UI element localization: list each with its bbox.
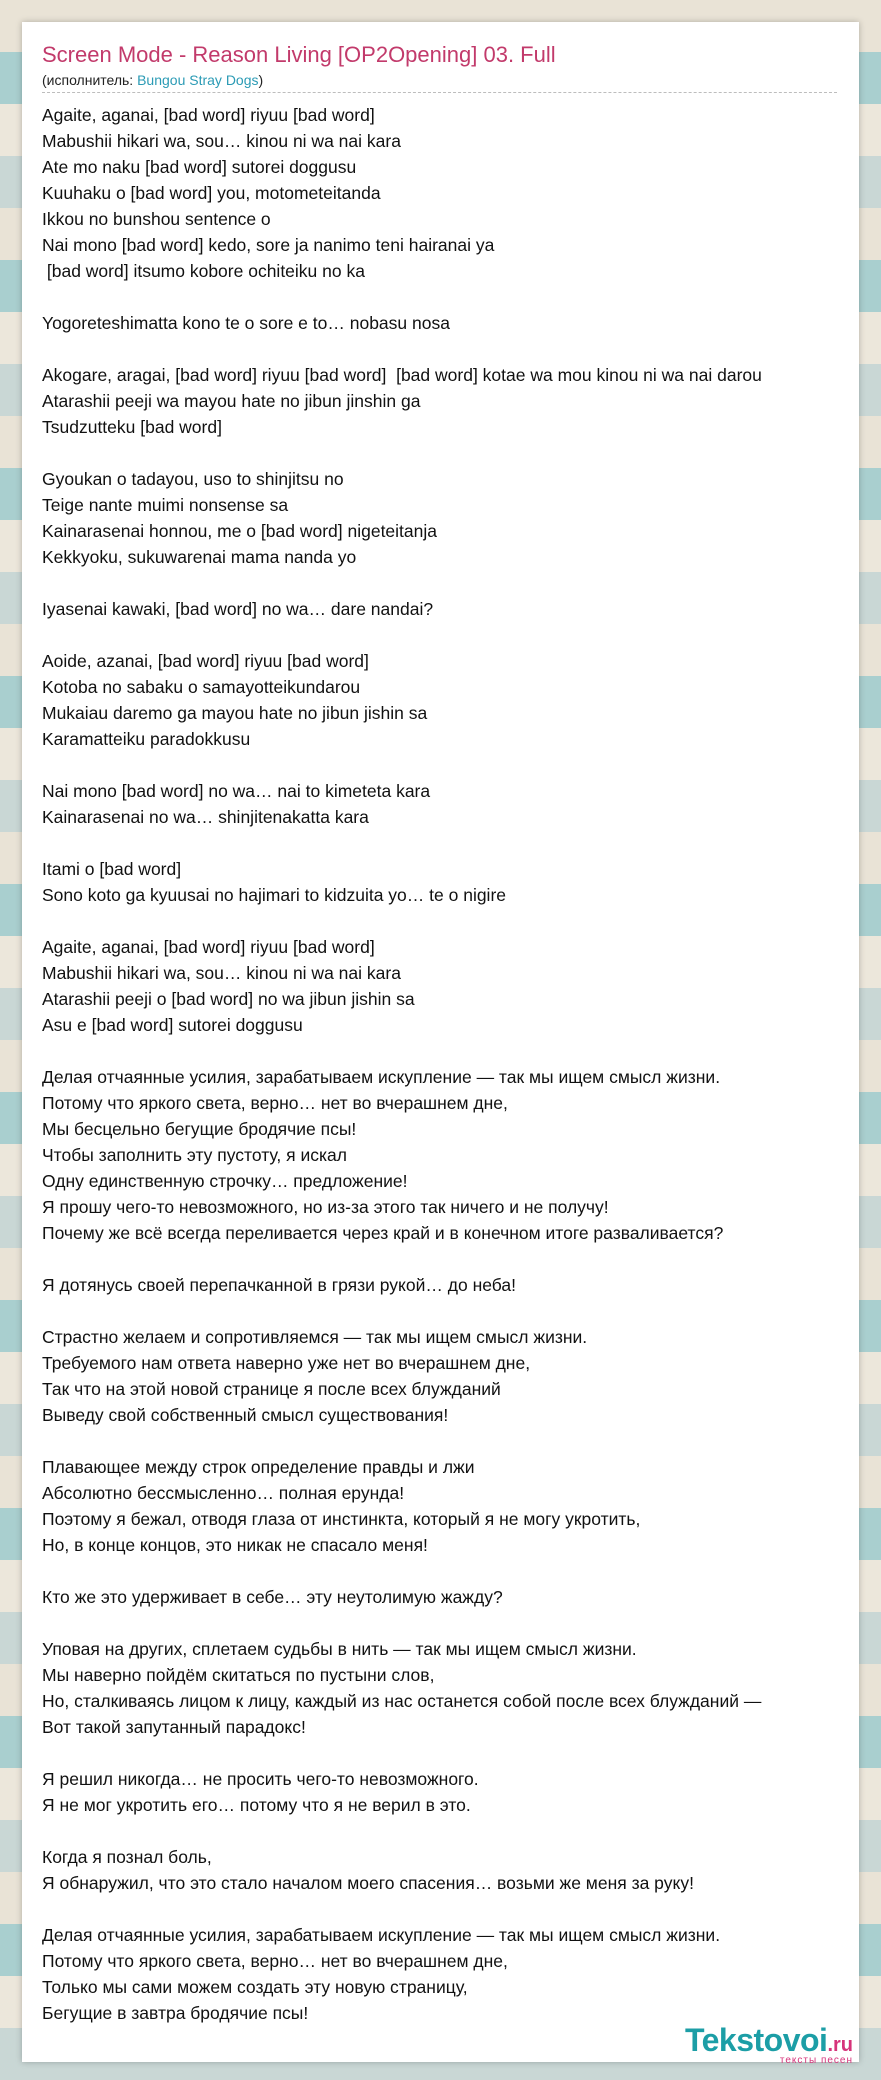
lyric-line: Поэтому я бежал, отводя глаза от инстинкта, который я не могу укротить, bbox=[42, 1509, 641, 1529]
performer-suffix: ) bbox=[258, 72, 264, 88]
lyric-line: Страстно желаем и сопротивляемся — так мы ищем смысл жизни. bbox=[42, 1327, 588, 1347]
lyric-line: Я обнаружил, что это стало началом моего спасения… возьми же меня за руку! bbox=[42, 1873, 694, 1893]
lyric-line bbox=[42, 752, 762, 778]
logo-tagline: тексты песен bbox=[779, 2055, 853, 2066]
lyric-line bbox=[42, 570, 762, 596]
lyric-line: [bad word] itsumo kobore ochiteiku no ka bbox=[42, 261, 365, 281]
lyrics-card bbox=[22, 22, 859, 2062]
lyric-line: Я не мог укротить его… потому что я не верил в это. bbox=[42, 1795, 471, 1815]
lyric-line: Когда я познал боль, bbox=[42, 1847, 212, 1867]
lyric-line: Akogare, aragai, [bad word] riyuu [bad word] [bad word] kotae wa mou kinou ni wa nai darou bbox=[42, 365, 762, 385]
lyric-line bbox=[42, 1818, 762, 1844]
lyric-line: Я дотянусь своей перепачканной в грязи рукой… до неба! bbox=[42, 1275, 516, 1295]
performer-line bbox=[42, 72, 263, 88]
lyric-line bbox=[42, 1740, 762, 1766]
lyric-line bbox=[42, 1428, 762, 1454]
lyric-line: Mukaiau daremo ga mayou hate no jibun jishin sa bbox=[42, 703, 428, 723]
lyric-line: Aoide, azanai, [bad word] riyuu [bad word] bbox=[42, 651, 369, 671]
performer-prefix: (исполнитель: bbox=[42, 72, 138, 88]
lyric-line: Так что на этой новой странице я после всех блужданий bbox=[42, 1379, 501, 1399]
lyric-line: Делая отчаянные усилия, зарабатываем искупление — так мы ищем смысл жизни. bbox=[42, 1067, 721, 1087]
lyric-line: Выведу свой собственный смысл существования! bbox=[42, 1405, 449, 1425]
page-title: Screen Mode - Reason Living [OP2Opening] 03. Full bbox=[42, 42, 556, 67]
lyric-line: Atarashii peeji wa mayou hate no jibun jinshin ga bbox=[42, 391, 421, 411]
lyric-line: Nai mono [bad word] no wa… nai to kimeteta kara bbox=[42, 781, 431, 801]
lyric-line: Ikkou no bunshou sentence o bbox=[42, 209, 271, 229]
lyric-line: Itami o [bad word] bbox=[42, 859, 182, 879]
lyric-line: Kuuhaku o [bad word] you, motometeitanda bbox=[42, 183, 381, 203]
lyric-line bbox=[42, 622, 762, 648]
lyric-line: Nai mono [bad word] kedo, sore ja nanimo teni hairanai ya bbox=[42, 235, 495, 255]
lyric-line: Потому что яркого света, верно… нет во вчерашнем дне, bbox=[42, 1093, 508, 1113]
lyric-line: Потому что яркого света, верно… нет во вчерашнем дне, bbox=[42, 1951, 508, 1971]
lyric-line: Mabushii hikari wa, sou… kinou ni wa nai kara bbox=[42, 963, 401, 983]
lyric-line bbox=[42, 1558, 762, 1584]
lyric-line: Кто же это удерживает в себе… эту неутолимую жажду? bbox=[42, 1587, 503, 1607]
lyric-line: Мы наверно пойдём скитаться по пустыни слов, bbox=[42, 1665, 435, 1685]
lyric-line: Почему же всё всегда переливается через край и в конечном итоге разваливается? bbox=[42, 1223, 724, 1243]
lyrics-text bbox=[42, 102, 762, 2026]
lyric-line: Я решил никогда… не просить чего-то невозможного. bbox=[42, 1769, 479, 1789]
lyric-line: Только мы сами можем создать эту новую страницу, bbox=[42, 1977, 468, 1997]
lyric-line: Я прошу чего-то невозможного, но из-за этого так ничего и не получу! bbox=[42, 1197, 609, 1217]
lyric-line: Gyoukan o tadayou, uso to shinjitsu no bbox=[42, 469, 344, 489]
lyric-line: Вот такой запутанный парадокс! bbox=[42, 1717, 306, 1737]
lyric-line bbox=[42, 336, 762, 362]
lyric-line: Kekkyoku, sukuwarenai mama nanda yo bbox=[42, 547, 357, 567]
lyric-line: Sono koto ga kyuusai no hajimari to kidzuita yo… te o nigire bbox=[42, 885, 507, 905]
lyric-line: Мы бесцельно бегущие бродячие псы! bbox=[42, 1119, 357, 1139]
lyric-line bbox=[42, 830, 762, 856]
lyric-line bbox=[42, 1610, 762, 1636]
title-divider bbox=[42, 92, 837, 93]
lyric-line: Одну единственную строчку… предложение! bbox=[42, 1171, 408, 1191]
lyric-line bbox=[42, 1298, 762, 1324]
lyric-line: Yogoreteshimatta kono te o sore e to… nobasu nosa bbox=[42, 313, 450, 333]
lyric-line: Абсолютно бессмысленно… полная ерунда! bbox=[42, 1483, 405, 1503]
lyric-line: Kotoba no sabaku o samayotteikundarou bbox=[42, 677, 361, 697]
lyric-line: Kainarasenai no wa… shinjitenakatta kara bbox=[42, 807, 369, 827]
lyric-line: Mabushii hikari wa, sou… kinou ni wa nai kara bbox=[42, 131, 401, 151]
lyric-line: Ate mo naku [bad word] sutorei doggusu bbox=[42, 157, 357, 177]
lyric-line bbox=[42, 908, 762, 934]
logo-tld: .ru bbox=[827, 2034, 853, 2056]
lyric-line: Но, сталкиваясь лицом к лицу, каждый из нас останется собой после всех блужданий — bbox=[42, 1691, 762, 1711]
lyric-line: Чтобы заполнить эту пустоту, я искал bbox=[42, 1145, 348, 1165]
lyric-line: Atarashii peeji o [bad word] no wa jibun jishin sa bbox=[42, 989, 415, 1009]
lyric-line: Делая отчаянные усилия, зарабатываем искупление — так мы ищем смысл жизни. bbox=[42, 1925, 721, 1945]
lyric-line bbox=[42, 1896, 762, 1922]
lyric-line: Agaite, aganai, [bad word] riyuu [bad word] bbox=[42, 937, 375, 957]
lyric-line: Плавающее между строк определение правды и лжи bbox=[42, 1457, 475, 1477]
lyric-line: Teige nante muimi nonsense sa bbox=[42, 495, 289, 515]
lyric-line: Karamatteiku paradokkusu bbox=[42, 729, 251, 749]
lyric-line: Asu e [bad word] sutorei doggusu bbox=[42, 1015, 303, 1035]
lyric-line: Agaite, aganai, [bad word] riyuu [bad word] bbox=[42, 105, 375, 125]
lyric-line bbox=[42, 1038, 762, 1064]
lyric-line: Tsudzutteku [bad word] bbox=[42, 417, 222, 437]
lyric-line: Бегущие в завтра бродячие псы! bbox=[42, 2003, 309, 2023]
logo-name: Tekstovoi bbox=[684, 2022, 828, 2058]
lyric-line: Уповая на других, сплетаем судьбы в нить — так мы ищем смысл жизни. bbox=[42, 1639, 637, 1659]
lyric-line: Но, в конце концов, это никак не спасало меня! bbox=[42, 1535, 428, 1555]
lyric-line bbox=[42, 284, 762, 310]
lyric-line: Kainarasenai honnou, me o [bad word] nigeteitanja bbox=[42, 521, 437, 541]
lyric-line: Iyasenai kawaki, [bad word] no wa… dare nandai? bbox=[42, 599, 434, 619]
lyric-line bbox=[42, 440, 762, 466]
performer-link[interactable]: Bungou Stray Dogs bbox=[137, 72, 259, 88]
site-logo[interactable] bbox=[685, 2022, 853, 2066]
lyric-line: Требуемого нам ответа наверно уже нет во вчерашнем дне, bbox=[42, 1353, 531, 1373]
lyric-line bbox=[42, 1246, 762, 1272]
